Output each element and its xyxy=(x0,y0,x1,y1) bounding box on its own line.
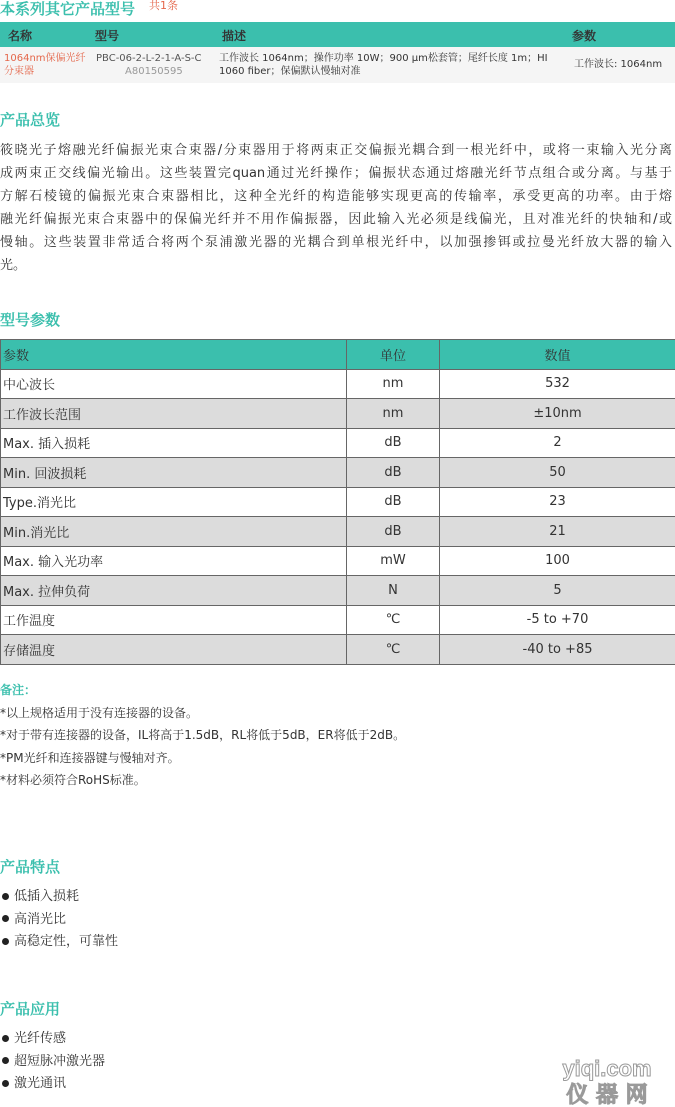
param-unit: nm xyxy=(347,399,440,429)
param-value: 50 xyxy=(440,458,675,488)
param-value: -5 to +70 xyxy=(440,605,675,635)
bullet-icon xyxy=(2,915,9,922)
param-unit: ℃ xyxy=(347,605,440,635)
overview-text xyxy=(0,139,672,277)
param-value: 2 xyxy=(440,428,675,458)
overview-line: 方解石棱镜的偏振光束合束器相比，这种全光纤的构造能够实现更高的传输率，承受更高的功率。由于熔 xyxy=(0,189,672,204)
bullet-icon xyxy=(2,1035,9,1042)
overview-line: 光。 xyxy=(0,258,27,273)
note-line: *对于带有连接器的设备，IL将高于1.5dB，RL将低于5dB，ER将低于2dB。 xyxy=(0,728,406,742)
param-value: -40 to +85 xyxy=(440,635,675,665)
list-item: 激光通讯 xyxy=(0,1073,105,1096)
table-row xyxy=(1,576,675,606)
param-unit: dB xyxy=(347,428,440,458)
yiqi-watermark-logo xyxy=(543,1054,671,1106)
series-title: 本系列其它产品型号 xyxy=(0,0,136,18)
series-count[interactable]: 共1条 xyxy=(149,0,178,12)
series-col-name: 名称 xyxy=(8,29,33,43)
series-product-link[interactable]: 1064nm保偏光纤 分束器 xyxy=(4,53,86,77)
table-row xyxy=(1,428,675,458)
series-table xyxy=(0,22,675,83)
param-name: Min.消光比 xyxy=(1,517,347,547)
overview-line: 融光纤偏振光束合束器中的保偏光纤并不用作偏振器，因此输入光必须是线偏光，且对准光纤的快轴和/或 xyxy=(0,212,672,227)
table-row xyxy=(1,369,675,399)
param-value: ±10nm xyxy=(440,399,675,429)
table-row xyxy=(1,458,675,488)
param-name: 存储温度 xyxy=(1,635,347,665)
series-row xyxy=(0,47,675,83)
applications-list xyxy=(0,1028,105,1096)
params-table xyxy=(0,339,675,665)
bullet-icon xyxy=(2,1080,9,1087)
series-col-params: 参数 xyxy=(572,29,597,43)
param-unit: dB xyxy=(347,458,440,488)
param-value: 532 xyxy=(440,369,675,399)
svg-text:yiqi.com: yiqi.com xyxy=(562,1056,652,1081)
note-line: *材料必须符合RoHS标准。 xyxy=(0,773,146,787)
params-col-value: 数值 xyxy=(440,340,675,370)
list-item: 高稳定性，可靠性 xyxy=(0,931,118,954)
table-row xyxy=(1,399,675,429)
applications-title: 产品应用 xyxy=(0,1000,61,1018)
series-table-header xyxy=(0,22,675,47)
overview-title: 产品总览 xyxy=(0,111,61,129)
table-row xyxy=(1,487,675,517)
params-title: 型号参数 xyxy=(0,311,61,329)
param-name: 工作波长范围 xyxy=(1,399,347,429)
list-item: 高消光比 xyxy=(0,909,118,932)
list-item: 低插入损耗 xyxy=(0,886,118,909)
svg-text:仪 器 网: 仪 器 网 xyxy=(566,1083,648,1106)
param-name: Max. 拉伸负荷 xyxy=(1,576,347,606)
params-col-name: 参数 xyxy=(1,340,347,370)
params-col-unit: 单位 xyxy=(347,340,440,370)
overview-line: 筱晓光子熔融光纤偏振光束合束器/分束器用于将两束正交偏振光耦合到一根光纤中，或将一束输入光分离 xyxy=(0,143,672,158)
param-unit: mW xyxy=(347,546,440,576)
param-unit: dB xyxy=(347,487,440,517)
list-item: 光纤传感 xyxy=(0,1028,105,1051)
series-params: 工作波长: 1064nm xyxy=(574,59,663,70)
param-unit: ℃ xyxy=(347,635,440,665)
note-line: *PM光纤和连接器键与慢轴对齐。 xyxy=(0,750,180,765)
param-value: 5 xyxy=(440,576,675,606)
param-name: Type.消光比 xyxy=(1,487,347,517)
series-model: PBC-06-2-L-2-1-A-S-C xyxy=(96,53,202,64)
overview-line: 慢轴。这些装置非常适合将两个泵浦激光器的光耦合到单根光纤中，以加强掺铒或拉曼光纤放大器的输入 xyxy=(0,235,672,250)
bullet-icon xyxy=(2,938,9,945)
param-name: Min. 回波损耗 xyxy=(1,458,347,488)
notes xyxy=(0,679,405,792)
param-name: Max. 输入光功率 xyxy=(1,546,347,576)
features-list xyxy=(0,886,118,954)
series-col-desc: 描述 xyxy=(222,29,247,43)
note-line: *以上规格适用于没有连接器的设备。 xyxy=(0,705,199,720)
notes-title: 备注： xyxy=(0,683,37,697)
series-model-code: A80150595 xyxy=(125,66,183,77)
param-value: 23 xyxy=(440,487,675,517)
param-value: 21 xyxy=(440,517,675,547)
features-title: 产品特点 xyxy=(0,858,61,876)
bullet-icon xyxy=(2,1057,9,1064)
table-row xyxy=(1,635,675,665)
table-row xyxy=(1,517,675,547)
param-unit: nm xyxy=(347,369,440,399)
series-desc: 工作波长 1064nm；操作功率 10W；900 μm松套管；尾纤长度 1m；HI 1060 fiber；保偏默认慢轴对准 xyxy=(219,53,548,77)
list-item: 超短脉冲激光器 xyxy=(0,1051,105,1074)
overview-line: 成两束正交线偏光输出。这些装置完quan通过光纤操作；偏振状态通过熔融光纤节点组合或分离。与基于 xyxy=(0,166,672,181)
param-name: 中心波长 xyxy=(1,369,347,399)
series-header xyxy=(0,0,675,20)
table-row xyxy=(1,605,675,635)
param-unit: dB xyxy=(347,517,440,547)
params-header-row xyxy=(1,340,675,370)
param-value: 100 xyxy=(440,546,675,576)
series-col-model: 型号 xyxy=(95,29,120,43)
bullet-icon xyxy=(2,893,9,900)
table-row xyxy=(1,546,675,576)
param-name: Max. 插入损耗 xyxy=(1,428,347,458)
param-unit: N xyxy=(347,576,440,606)
param-name: 工作温度 xyxy=(1,605,347,635)
